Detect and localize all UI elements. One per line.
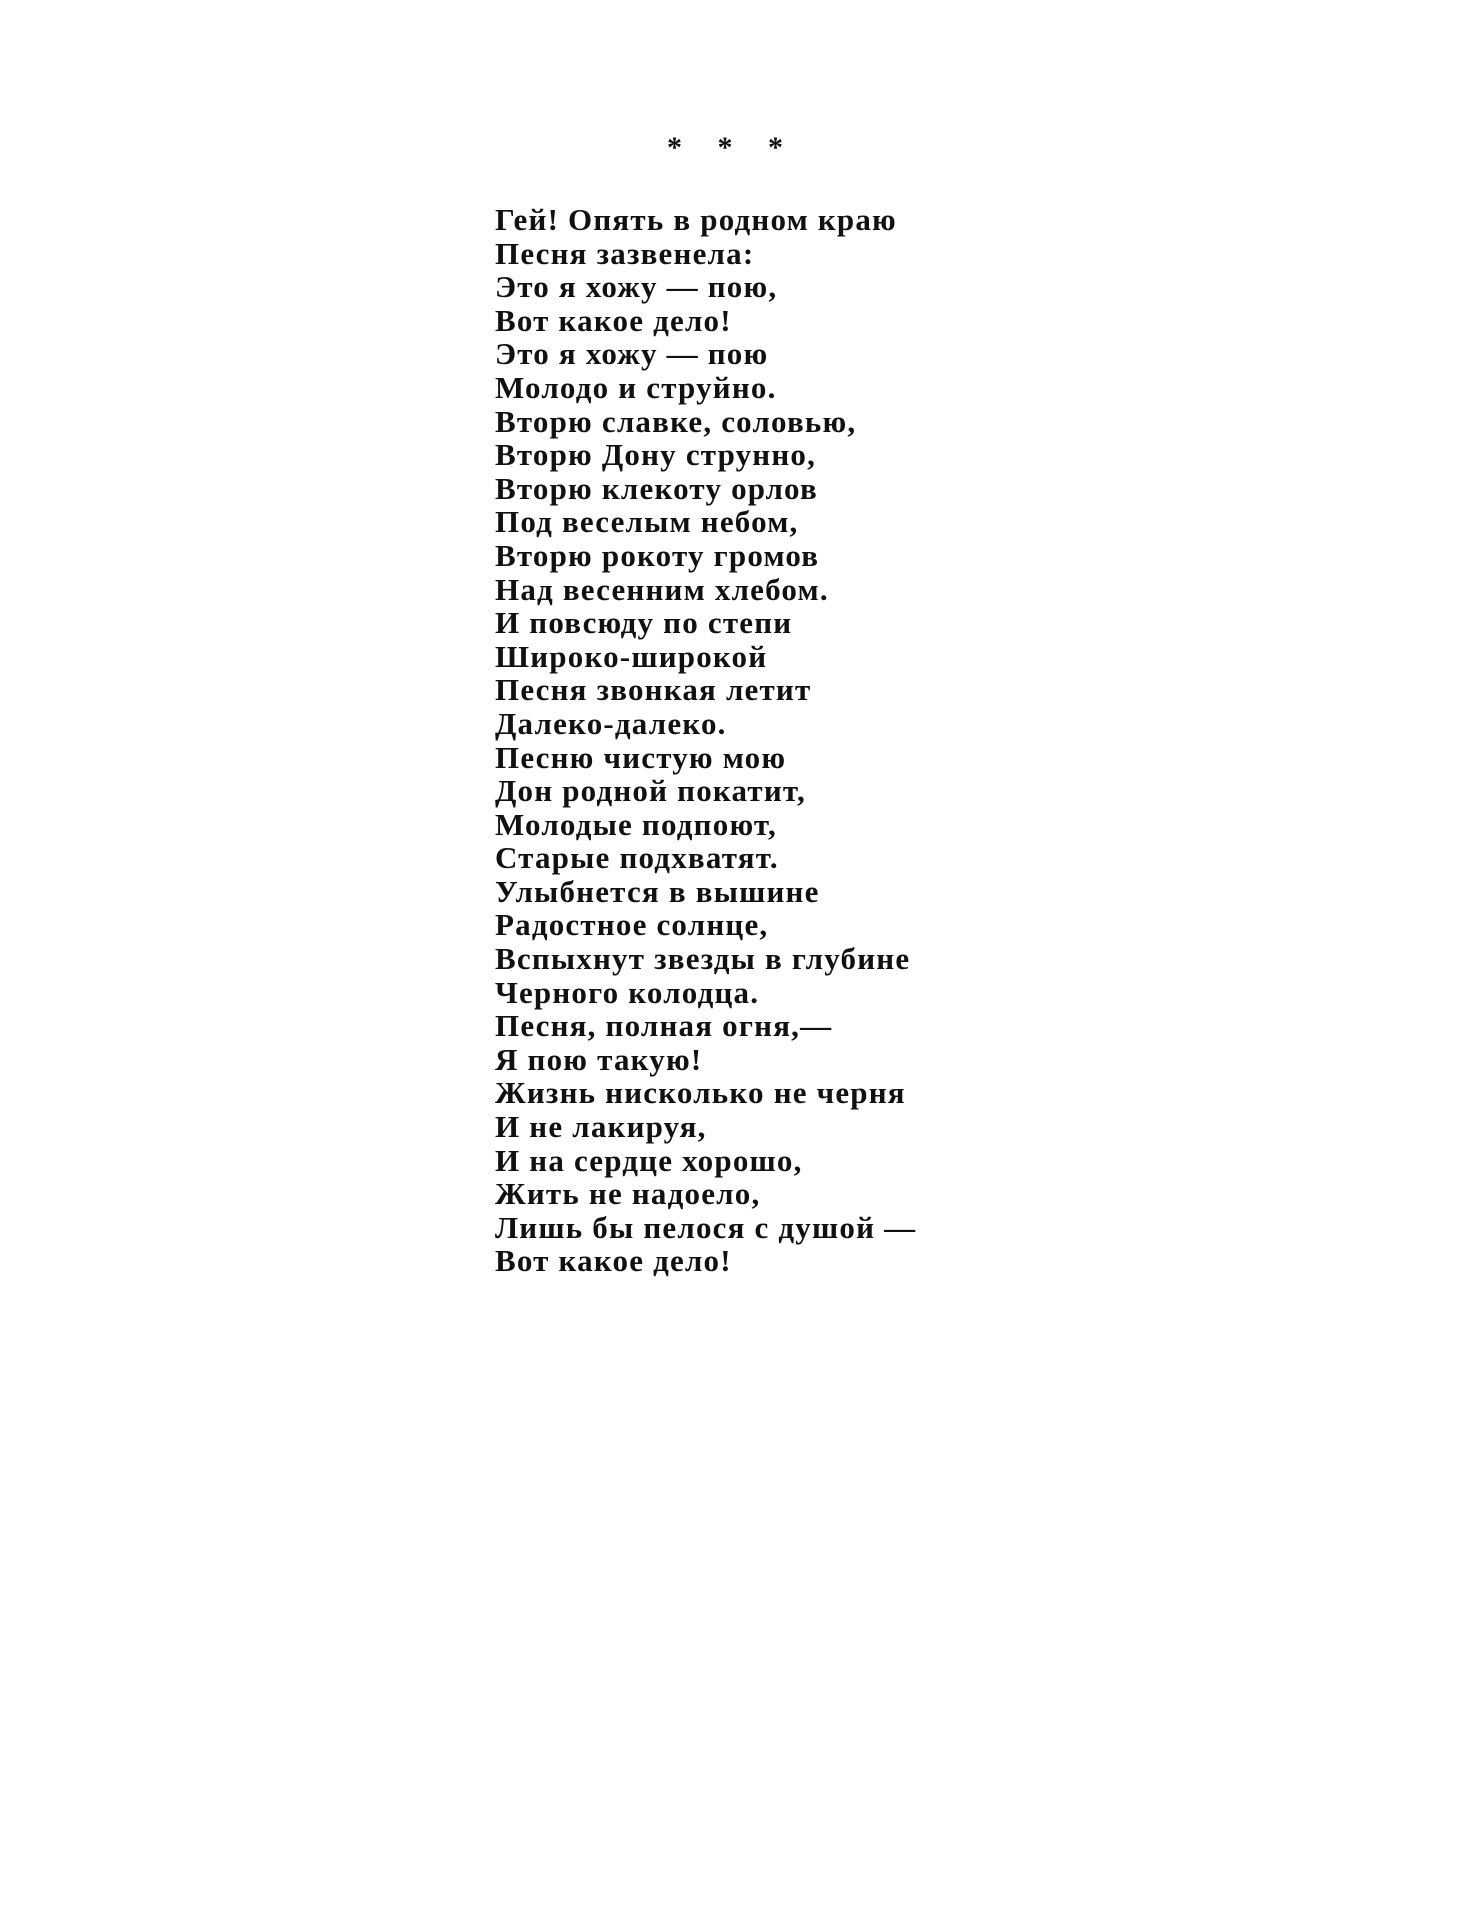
poem-line: Радостное солнце,	[495, 907, 769, 943]
poem-line: Я пою такую!	[495, 1041, 703, 1077]
poem-line: И на сердце хорошо,	[495, 1142, 803, 1178]
poem-line: Вторю славке, соловью,	[495, 403, 857, 439]
poem-line: Вторю рокоту громов	[495, 537, 820, 573]
poem-line: Старые подхватят.	[495, 840, 779, 876]
poem-line: Под веселым небом,	[495, 504, 799, 540]
poem-line: Вспыхнут звезды в глубине	[495, 941, 911, 977]
poem-line: Черного колодца.	[495, 974, 760, 1010]
poem-line: Песня, полная огня,—	[495, 1008, 833, 1044]
poem-line: Вот какое дело!	[495, 1243, 732, 1279]
poem-line: Молодо и струйно.	[495, 369, 777, 405]
poem-line: Песня звонкая летит	[495, 672, 812, 708]
poem-line: Лишь бы пелося с душой —	[495, 1209, 917, 1245]
poem-text	[495, 203, 916, 1278]
poem-line: Вот какое дело!	[495, 302, 732, 338]
poem-line: Вторю Дону струнно,	[495, 437, 817, 473]
poem-line: Жизнь нисколько не черня	[495, 1075, 906, 1111]
poem-line: Это я хожу — пою,	[495, 269, 778, 305]
poem-line: Гей! Опять в родном краю	[495, 202, 897, 237]
poem-separator: * * *	[667, 131, 797, 164]
poem-line: Песня зазвенела:	[495, 235, 755, 271]
poem-line: Над весенним хлебом.	[495, 571, 829, 607]
poem-line: Молодые подпоют,	[495, 806, 777, 842]
poem-line: Дон родной покатит,	[495, 773, 806, 809]
poem-line: И не лакируя,	[495, 1109, 707, 1145]
poem-line: Широко-широкой	[495, 638, 768, 674]
poem-line: Песню чистую мою	[495, 739, 787, 775]
poem-line: Жить не надоело,	[495, 1176, 761, 1212]
poem-line: Улыбнется в вышине	[495, 873, 820, 909]
poem-line: Далеко-далеко.	[495, 705, 727, 741]
poem-line: Вторю клекоту орлов	[495, 470, 818, 506]
poem-line: Это я хожу — пою	[495, 336, 769, 372]
poem-line: И повсюду по степи	[495, 605, 793, 641]
